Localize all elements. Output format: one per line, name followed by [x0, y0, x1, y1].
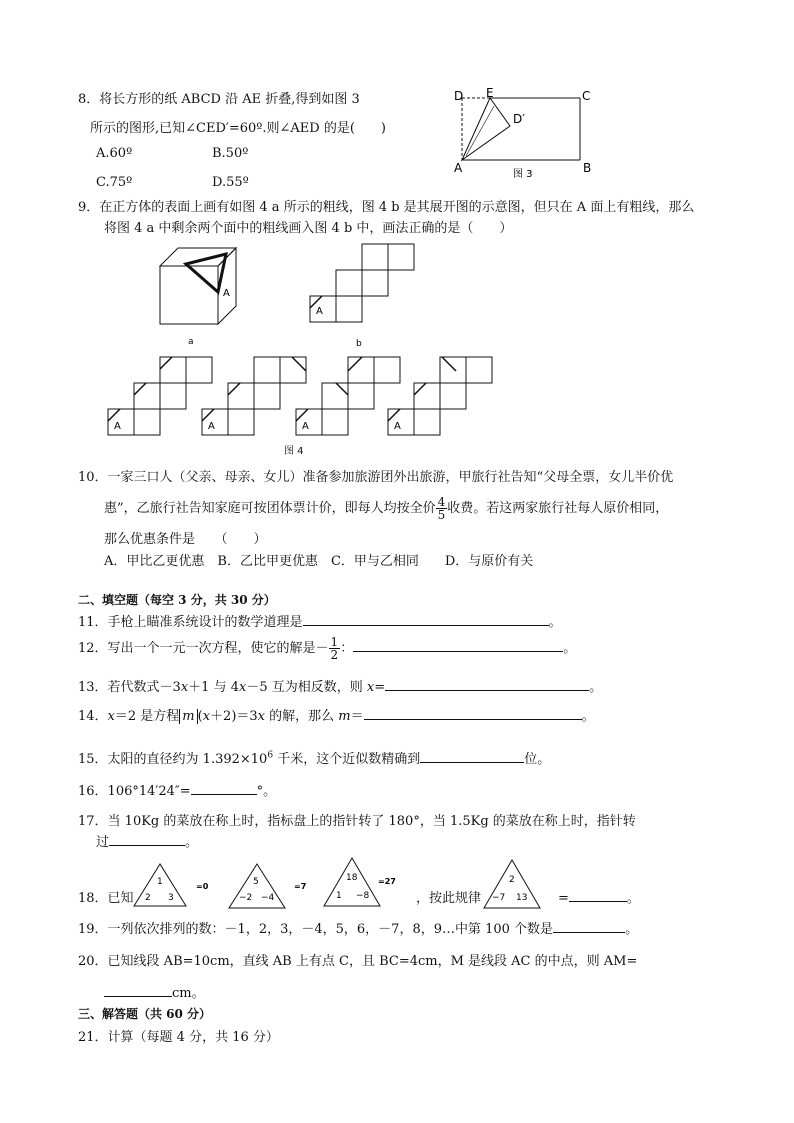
q14-answer-blank[interactable] [364, 707, 582, 720]
figure-4a-label: a [188, 337, 194, 347]
q8-line1: 8．将长方形的纸 ABCD 沿 AE 折叠,得到如图 3 [78, 92, 360, 107]
triangle-top-number: 1 [157, 877, 163, 887]
label-e: E [486, 86, 494, 100]
q12-fraction [329, 636, 341, 661]
q9-line1: 9．在正方体的表面上画有如图 4 a 所示的粗线，图 4 b 是其展开图的示意图，但只在 A 面上有粗线，那么 [78, 200, 695, 215]
face-a-label: A [114, 421, 121, 432]
q18-answer-blank[interactable] [569, 889, 627, 902]
net-thick-line [134, 383, 146, 395]
net-thick-line [202, 409, 214, 421]
net-cell [160, 383, 186, 409]
q20-answer-blank[interactable] [104, 984, 172, 997]
label-a: A [454, 161, 463, 175]
q8-option-b: B.50º [212, 146, 249, 161]
net-thick-line [348, 357, 362, 371]
q14-text: ＋2)＝3 [210, 709, 258, 724]
abs-m [179, 709, 197, 724]
fraction-denominator: 5 [437, 508, 446, 522]
q14-text: ( [197, 709, 203, 724]
triangle-result: =27 [378, 877, 396, 886]
net-cell [362, 270, 388, 296]
q12-colon: ： [340, 641, 354, 656]
q15-text: 千米，这个近似数精确到 [273, 752, 421, 767]
var-m: m [182, 709, 195, 724]
q17-text: 。 [185, 835, 199, 850]
triangle-right-number: 13 [516, 893, 528, 903]
triangle-left-number: 1 [336, 891, 342, 901]
q12-answer-blank[interactable] [353, 639, 563, 652]
q18-equals: = [558, 891, 569, 906]
q14-equals: ＝ [350, 709, 364, 724]
triangle-right-number: −8 [356, 891, 370, 901]
face-a-label: A [223, 288, 230, 299]
net-cell [322, 409, 348, 435]
triangle-right-number: −4 [261, 893, 275, 903]
triangle-left-number: −2 [239, 893, 253, 903]
label-d: D [454, 89, 464, 103]
q13-text: 13．若代数式－3 [78, 680, 181, 695]
net-cell [388, 244, 414, 270]
q11-answer-blank[interactable] [303, 613, 549, 626]
net-cell [160, 357, 186, 383]
net-cell [134, 409, 160, 435]
q14-text: 的解，那么 [265, 709, 339, 724]
fold-hatch [466, 106, 494, 156]
triangle-left-number: 2 [145, 893, 151, 903]
q17-text: 过 [96, 835, 110, 850]
q15 [78, 748, 550, 767]
net-cell [322, 383, 348, 409]
net-cell [108, 409, 134, 435]
q10-line2a: 惠”，乙旅行社告知家庭可按团体票计价，即每人均按全价 [104, 501, 436, 516]
triangle-right-number: 3 [168, 893, 174, 903]
q19-answer-blank[interactable] [553, 920, 625, 933]
q18-triangle-1 [130, 862, 220, 912]
face-a-label: A [302, 421, 309, 432]
q16 [78, 780, 276, 799]
triangle-top-number: 5 [253, 877, 259, 887]
section-3-heading: 三、解答题（共 60 分） [78, 1007, 212, 1021]
net-thick-line [160, 357, 172, 369]
var-x: x [238, 680, 247, 695]
q20-line1: 20．已知线段 AB=10cm，直线 AB 上有点 C，且 BC=4cm，M 是线段 AC 的中点，则 AM= [78, 954, 638, 969]
q15-exponent: 6 [267, 750, 274, 761]
net-cell [440, 357, 466, 383]
q16-answer-blank[interactable] [191, 782, 257, 795]
cube-thick-line [186, 254, 226, 292]
label-b: B [583, 161, 592, 175]
net-cell [254, 383, 280, 409]
q20-line2 [104, 982, 205, 1001]
face-a-label: A [208, 421, 215, 432]
var-x: x [202, 709, 211, 724]
q18-text: 18．已知 [78, 891, 134, 906]
triangle-result: =7 [294, 882, 307, 891]
net-cell [348, 383, 374, 409]
q8-line2: 所示的图形,已知∠CED′=60º.则∠AED 的是( ) [90, 121, 386, 136]
q18-answer [558, 887, 640, 906]
q18-text: 。 [626, 891, 640, 906]
q17-answer-blank[interactable] [109, 833, 185, 846]
net-cell [414, 383, 440, 409]
q8-option-c: C.75º [96, 175, 133, 190]
net-cell-a [310, 296, 336, 322]
q10-line2 [104, 496, 668, 521]
q11: 11．手枪上瞄准系统设计的数学道理是 。 [78, 615, 562, 630]
q20-unit: cm。 [172, 986, 205, 1001]
net-cell [202, 409, 228, 435]
q14: 14．x＝2 是方程 m (x＋2)＝3x 的解，那么 m＝ 。 [78, 709, 595, 724]
net-thick-line [296, 409, 308, 421]
figure-4-caption: 图 4 [284, 446, 304, 457]
q15-answer-blank[interactable] [420, 750, 524, 763]
q10-line1: 10．一家三口人（父亲、母亲、女儿）准备参加旅游团外出旅游，甲旅行社告知“父母全票，女儿半价优 [78, 470, 674, 485]
q12-text: 12．写出一个一元一次方程，使它的解是－ [78, 641, 329, 656]
q10-line3: 那么优惠条件是 （ ） [104, 532, 267, 547]
net-cell [362, 244, 388, 270]
net-cell [336, 270, 362, 296]
net-cell [296, 409, 322, 435]
figure-3-caption: 图 3 [513, 169, 533, 180]
face-a-label: A [316, 306, 323, 317]
net-thick-line [336, 383, 348, 395]
net-thick-line [414, 383, 426, 395]
q16-text: 16．106°14′24″= [78, 784, 191, 799]
net-cell [466, 357, 492, 383]
q10-fraction [436, 496, 448, 521]
q13-answer-blank[interactable] [385, 678, 589, 691]
q8-option-d: D.55º [212, 175, 249, 190]
q11-text: 11．手枪上瞄准系统设计的数学道理是 [78, 615, 303, 630]
net-cell [228, 409, 254, 435]
net-cell [388, 409, 414, 435]
q9-option-net-4 [384, 355, 499, 441]
q19-text: 19．一列依次排列的数：－1，2，3，－4，5，6，－7，8，9…中第 100 个数是 [78, 922, 554, 937]
label-c: C [582, 89, 591, 103]
q19-text: 。 [625, 922, 639, 937]
var-x: x [180, 680, 189, 695]
label-d-prime: D′ [513, 112, 525, 126]
q19 [78, 918, 638, 937]
face-a-label: A [394, 421, 401, 432]
q13: 13．若代数式－3x＋1 与 4x－5 互为相反数，则 x= 。 [78, 680, 603, 695]
q15-text: 位。 [524, 752, 551, 767]
q9-line2: 将图 4 a 中剩余两个面中的粗线画入图 4 b 中，画法正确的是（ ） [104, 221, 513, 236]
net-thick-line [442, 357, 456, 371]
q14-number: 14． [78, 709, 108, 724]
net-cell [440, 383, 466, 409]
q13-text: ＋1 与 4 [188, 680, 239, 695]
q18-triangle-3 [322, 856, 422, 910]
figure-3-rectangle-fold [450, 86, 600, 181]
q13-text: －5 互为相反数，则 [246, 680, 367, 695]
q18-triangle-2 [227, 862, 327, 912]
q10-options: A．甲比乙更优惠 B．乙比甲更优惠 C．甲与乙相同 D．与原价有关 [104, 554, 534, 569]
fraction-numerator: 4 [437, 495, 446, 509]
net-cell [254, 357, 280, 383]
figure-4b-net [306, 242, 426, 352]
q16-text: °。 [256, 784, 277, 799]
cube-front-face [160, 266, 218, 324]
net-thick-line [228, 383, 240, 395]
q18-rule-text: ，按此规律 [416, 891, 482, 906]
net-cell [348, 357, 374, 383]
q15-text: 15．太阳的直径约为 1.392×10 [78, 752, 268, 767]
net-thick-line [388, 409, 400, 421]
net-cell [336, 296, 362, 322]
triangle-top-number: 2 [509, 875, 515, 885]
net-cell [414, 409, 440, 435]
q12: 12．写出一个一元一次方程，使它的解是－ $\frac{1}{2}$ ： 。 [78, 635, 577, 662]
net-cell [134, 383, 160, 409]
var-x: x [257, 709, 266, 724]
net-thick-line [108, 409, 120, 421]
q14-text: ＝2 是方程 [114, 709, 180, 724]
triangle-result: =0 [196, 882, 209, 891]
q17-line2 [96, 831, 198, 850]
triangle-left-number: −7 [492, 893, 506, 903]
net-cell [228, 383, 254, 409]
q17-line1: 17．当 10Kg 的菜放在称上时，指标盘上的指针转了 180°，当 1.5Kg 的菜放在称上时，指针转 [78, 814, 636, 829]
triangle-top-number: 18 [346, 873, 358, 883]
var-m: m [338, 709, 351, 724]
fraction-numerator: 1 [330, 635, 339, 649]
q18-triangle-4 [482, 858, 552, 912]
q10-line2b: 收费。若这两家旅行社每人原价相同， [447, 501, 669, 516]
fraction-denominator: 2 [330, 648, 339, 662]
q13-equals: = [374, 680, 386, 695]
q21: 21．计算（每题 4 分，共 16 分） [78, 1030, 279, 1045]
var-x: x [107, 709, 115, 724]
figure-4a-cube [158, 246, 238, 346]
q8-option-a: A.60º [96, 146, 133, 161]
figure-4b-label: b [356, 339, 362, 349]
section-2-heading: 二、填空题（每空 3 分，共 30 分） [78, 593, 276, 607]
var-x: x [366, 680, 375, 695]
